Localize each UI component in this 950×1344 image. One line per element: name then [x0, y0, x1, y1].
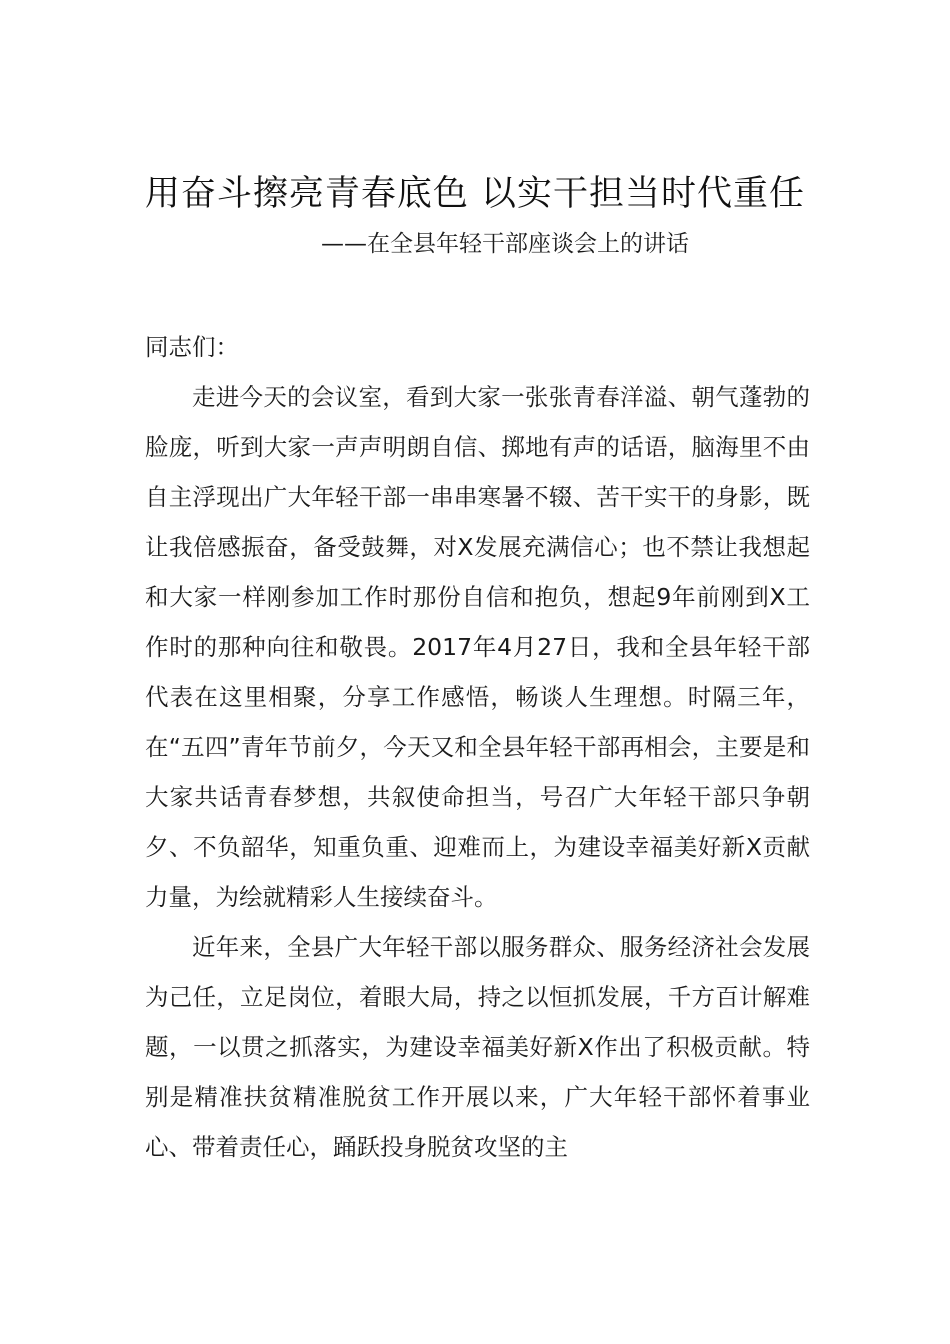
document-subtitle: ——在全县年轻干部座谈会上的讲话 [321, 231, 689, 257]
paragraph-1: 走进今天的会议室，看到大家一张张青春洋溢、朝气蓬勃的脸庞，听到大家一声声明朗自信、掷地有声的话语，脑海里不由自主浮现出广大年轻干部一串串寒暑不辍、苦干实干的身影，既让我倍感振奋，备受鼓舞，对X发展充满信心；也不禁让我想起和大家一样刚参加工作时那份自信和抱负，想起9年前刚到X工作时的那种向往和敬畏。2017年4月27日，我和全县年轻干部代表在这里相聚，分享工作感悟，畅谈人生理想。时隔三年，在“五四”青年节前夕，今天又和全县年轻干部再相会，主要是和大家共话青春梦想，共叙使命担当，号召广大年轻干部只争朝夕、不负韶华，知重负重、迎难而上，为建设幸福美好新X贡献力量，为绘就精彩人生接续奋斗。 [145, 383, 810, 911]
paragraph-2: 近年来，全县广大年轻干部以服务群众、服务经济社会发展为己任，立足岗位，着眼大局，持之以恒抓发展，千方百计解难题，一以贯之抓落实，为建设幸福美好新X作出了积极贡献。特别是精准扶贫精准脱贫工作开展以来，广大年轻干部怀着事业心、带着责任心，踊跃投身脱贫攻坚的主 [145, 933, 810, 1161]
document-body [145, 322, 810, 1172]
salutation: 同志们： [145, 333, 239, 361]
document-title: 用奋斗擦亮青春底色 以实干担当时代重任 [144, 174, 806, 214]
